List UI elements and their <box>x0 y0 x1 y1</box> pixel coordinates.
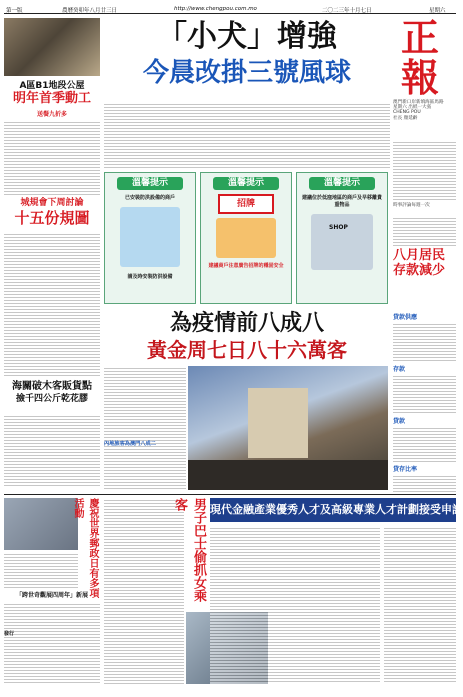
right-title: 八月居民存款減少 <box>393 248 446 278</box>
masthead-char-1: 正 <box>401 15 440 60</box>
story2-title-2: 十五份規圖 <box>14 209 90 227</box>
tip-panel-2-illustration <box>216 218 276 258</box>
tip-panel-1-top: 已安裝防洪設備的商戶 <box>124 195 175 201</box>
bottom-left-tag: 發行 <box>4 631 15 637</box>
lunar-date: 農曆癸卯年八月廿三日 <box>62 8 118 14</box>
story2-headline <box>4 198 100 230</box>
lead-headline-a: 「小犬」增強 <box>157 19 337 54</box>
tip-panel-2-sign: 招牌 <box>218 194 274 214</box>
bus-story-body <box>104 498 184 684</box>
header-bar <box>4 4 456 14</box>
bottom-left-vertical-title: 慶祝世界郵政日有多項活動 <box>72 498 98 598</box>
story3-headline <box>4 380 100 412</box>
story3-title-2: 撿千四公斤乾花膠 <box>15 394 88 404</box>
story3-body <box>4 414 100 486</box>
lead-body <box>104 102 390 168</box>
right-sub-4: 貸存比率 <box>393 466 418 473</box>
tip-panel-2 <box>200 172 292 304</box>
tip-panel-2-label: 溫馨提示 <box>213 177 279 190</box>
bottom-left-box-title: 「跨世奇觀展四周年」新展 <box>15 592 88 599</box>
tip-panel-3-bottom: 建議位於低窪地區的商戶及早移離貴重物品 <box>301 195 382 208</box>
masthead-info: 澳門新口岸新填海區馬路 星期六 出紙一大張 CHENG POU 社長 顏延齡 <box>393 100 444 121</box>
story2-body <box>4 232 100 378</box>
tip-panel-1 <box>104 172 196 304</box>
talent-scheme-body <box>210 526 380 684</box>
story1-title-2: 地段公屋 <box>48 81 85 91</box>
story1-title-1: A區B1 <box>19 81 49 91</box>
right-body-1 <box>393 322 456 362</box>
main-story-headline <box>104 310 390 364</box>
crowd <box>188 460 388 490</box>
story1-title-3: 明年首季動工 <box>12 91 91 106</box>
right-sub-2: 存款 <box>393 366 406 373</box>
bottom-left-photo <box>4 498 78 550</box>
weekday: 星期六 <box>429 8 446 14</box>
tip-panel-1-bottom: 請及時安裝防洪設備 <box>127 274 173 280</box>
masthead-extra: 時事評論每週一次 <box>393 203 430 208</box>
right-body-4 <box>393 474 456 496</box>
tip-panel-3-shop: SHOP <box>329 224 348 231</box>
tip-panel-1-label: 溫馨提示 <box>117 177 183 190</box>
lead-headline <box>104 18 390 100</box>
left-top-photo <box>4 18 100 76</box>
main-story-body <box>104 366 186 490</box>
masthead-char-2: 報 <box>401 55 440 100</box>
masthead-fineprint <box>393 140 456 200</box>
talent-scheme-title: 現代金融產業優秀人才及高級專業人才計劃接受申請 <box>210 498 456 522</box>
masthead <box>393 15 456 100</box>
tip-panel-3-label: 溫馨提示 <box>309 177 375 190</box>
story1-headline <box>4 78 100 112</box>
right-top-body <box>393 216 456 246</box>
main-story-title-1: 為疫情前八成八 <box>169 311 324 336</box>
lead-headline-b: 今晨改掛三號風球 <box>142 58 351 88</box>
story1-kicker: 送餐九折多 <box>36 111 67 118</box>
right-body-3 <box>393 426 456 462</box>
right-body-2 <box>393 374 456 414</box>
story3-title-1: 海關破木客販貨點 <box>12 381 92 392</box>
tip-panel-2-bottom: 建議商戶注意廣告招牌的穩固安全 <box>208 263 284 269</box>
bottom-left-body <box>4 552 78 588</box>
main-story-title-2: 黃金周七日八十六萬客 <box>147 338 347 362</box>
tip-panel-3 <box>296 172 388 304</box>
ruins-facade <box>248 388 308 458</box>
story1-body <box>4 120 100 196</box>
divider <box>4 494 456 495</box>
issue-date: 二〇二三年十月七日 <box>322 8 372 14</box>
right-sub-1: 貸款供應 <box>393 314 418 321</box>
right-bottom-body <box>384 526 456 684</box>
right-headline <box>393 248 456 308</box>
right-sub-3: 貸款 <box>393 418 406 425</box>
photo-caption: 內地旅客為澳門八成二 <box>104 441 156 447</box>
page-number: 第一版 <box>6 8 23 14</box>
main-story-photo <box>188 366 388 490</box>
tip-panel-3-illustration <box>311 214 373 270</box>
bus-story-vertical-title: 男子巴士偷抓女乘客 <box>172 498 206 602</box>
site-url: http://www.chengpou.com.mo <box>174 6 257 12</box>
story2-title-1: 城規會下周討論 <box>20 198 84 208</box>
bottom-left-box-body <box>4 602 100 684</box>
tip-panel-1-illustration <box>120 207 180 267</box>
